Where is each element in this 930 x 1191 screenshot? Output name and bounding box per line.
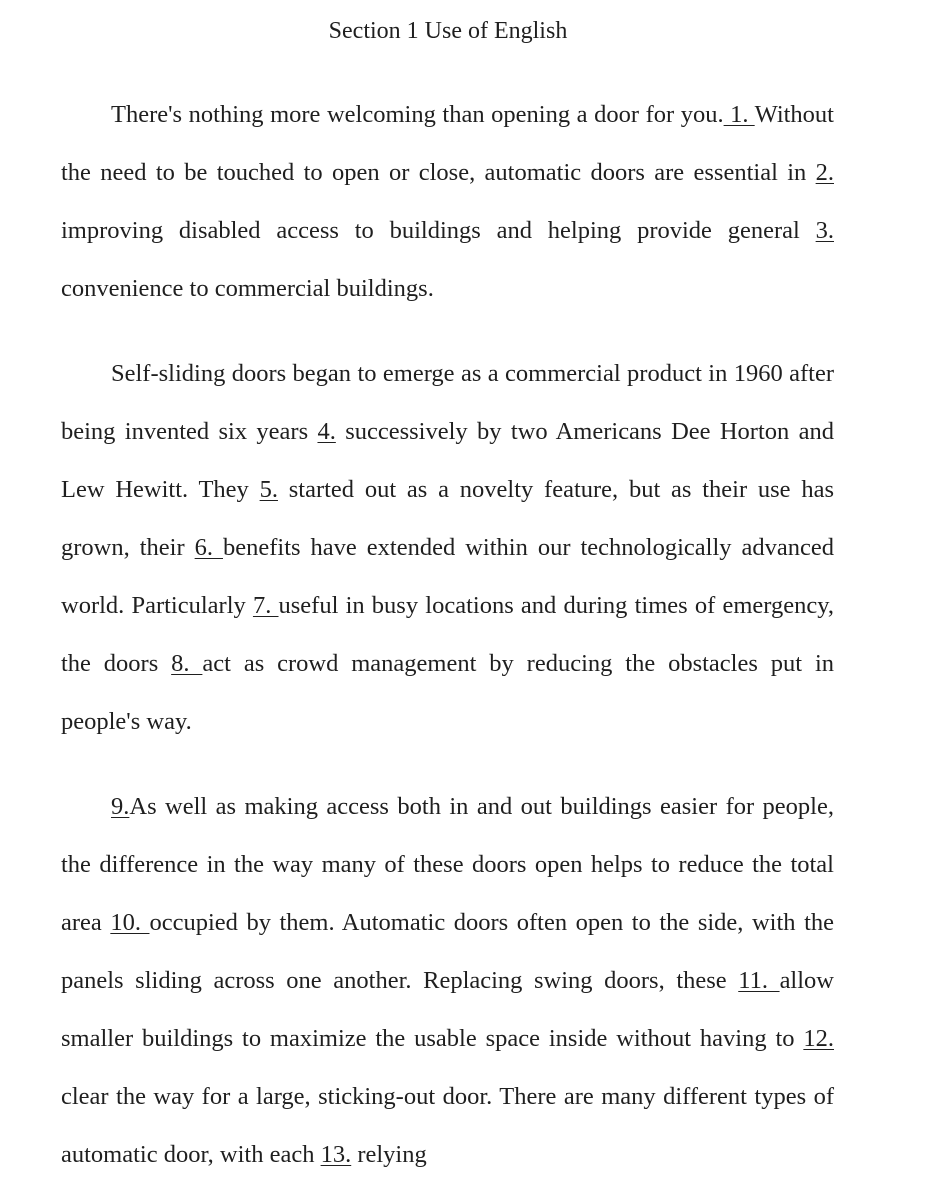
text-segment: convenience to commercial buildings.	[61, 275, 434, 302]
text-segment: relying	[351, 1141, 427, 1168]
blank-1: 1.	[723, 101, 755, 128]
text-segment: Without the need to be touched to open or close, automatic doors are essential in	[61, 101, 834, 186]
blank-10: 10.	[110, 909, 150, 936]
paragraph-2	[61, 345, 834, 751]
blank-6: 6.	[194, 534, 223, 561]
text-segment: benefits have extended within our technologically advanced world. Particularly	[61, 534, 835, 619]
blank-9: 9.	[111, 793, 130, 820]
blank-3: 3.	[815, 217, 834, 244]
blank-5: 5.	[259, 476, 278, 503]
blank-13: 13.	[320, 1141, 352, 1168]
text-segment: clear the way for a large, sticking-out door. There are many different types of automatic door, with each	[61, 1083, 834, 1168]
blank-4: 4.	[317, 418, 336, 445]
section-title: Section 1 Use of English	[328, 18, 568, 44]
paragraph-1	[61, 86, 834, 318]
blank-2: 2.	[815, 159, 834, 186]
blank-8: 8.	[171, 650, 203, 677]
blank-7: 7.	[252, 592, 279, 619]
text-segment: As well as making access both in and out buildings easier for people, the difference in the way many of these doors open helps to reduce the total area	[61, 793, 834, 936]
text-segment: There's nothing more welcoming than opening a door for you.	[111, 101, 724, 128]
text-segment: Self-sliding doors began to emerge as a commercial product in 1960 after being invented six years	[61, 360, 834, 445]
text-segment: act as crowd management by reducing the obstacles put in people's way.	[61, 650, 835, 735]
text-segment: allow smaller buildings to maximize the usable space inside without having to	[61, 967, 834, 1052]
text-segment: occupied by them. Automatic doors often open to the side, with the panels sliding across one another. Replacing swing doors, these	[61, 909, 834, 994]
text-segment: improving disabled access to buildings and helping provide general	[61, 217, 816, 244]
text-segment: useful in busy locations and during times of emergency, the doors	[61, 592, 835, 677]
text-segment: started out as a novelty feature, but as their use has grown, their	[61, 476, 834, 561]
paragraph-3	[61, 778, 834, 1184]
blank-11: 11.	[738, 967, 780, 994]
blank-12: 12.	[803, 1025, 834, 1052]
text-segment: successively by two Americans Dee Horton and Lew Hewitt. They	[61, 418, 834, 503]
